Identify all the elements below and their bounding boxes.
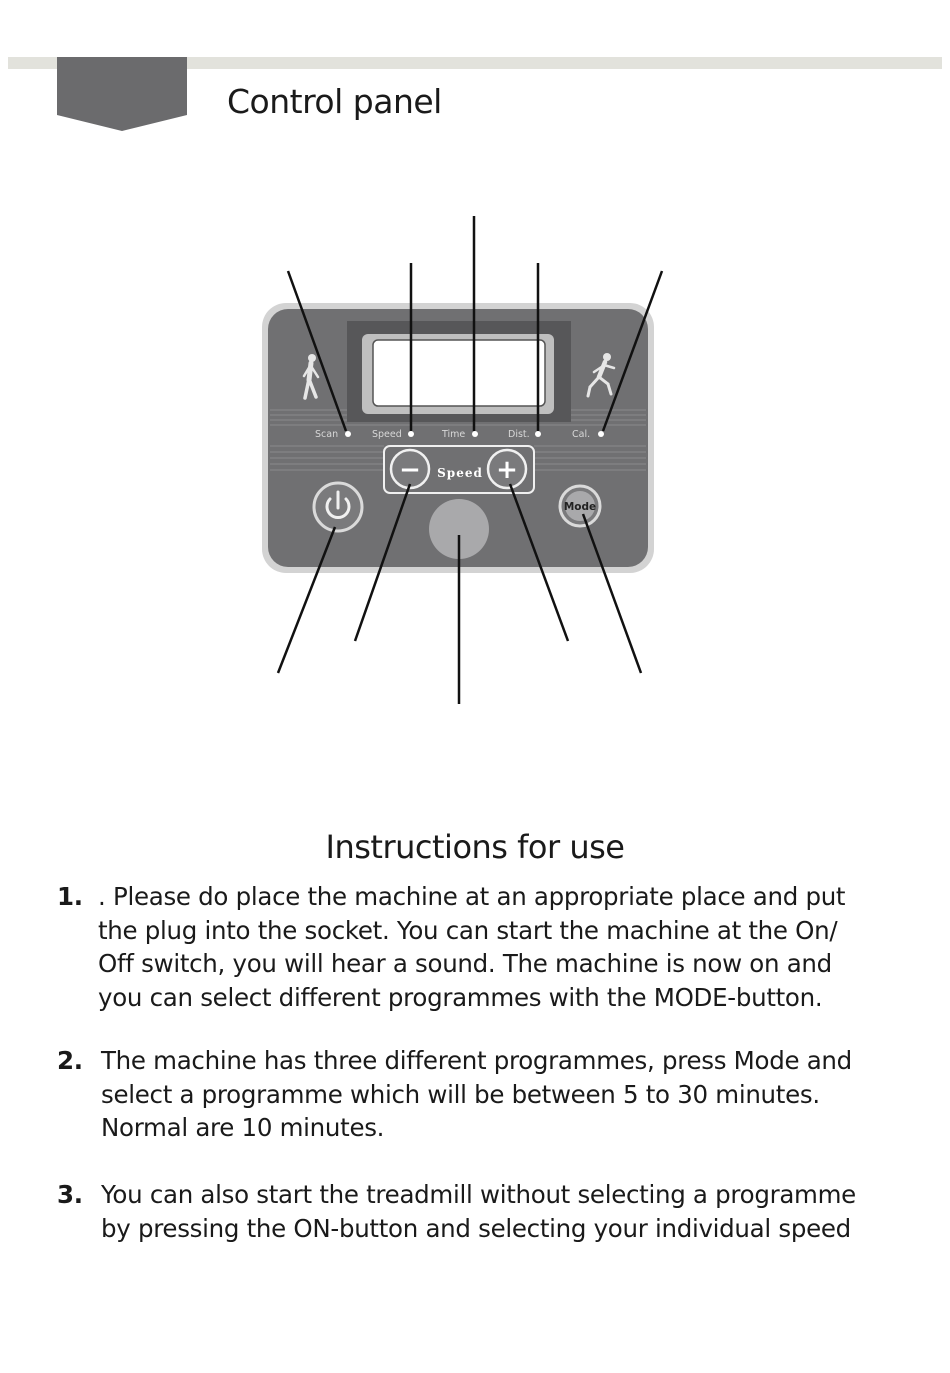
indicator-cal-led bbox=[598, 431, 604, 437]
instruction-step-1 bbox=[57, 880, 917, 1020]
instructions-title: Instructions for use bbox=[325, 828, 625, 866]
display-screen bbox=[373, 340, 545, 406]
speed-control-label: Speed bbox=[437, 466, 483, 480]
plus-icon: + bbox=[496, 455, 518, 485]
indicator-time-label: Time bbox=[442, 429, 466, 440]
step-text: . Please do place the machine at an appropriate place and put the plug into the socket. You can start the machine at the On/ Off switch, you will hear a sound. The machine is now on and you can select different programmes with the MODE-button. bbox=[98, 882, 846, 1012]
step-text: You can also start the treadmill without selecting a programme by pressing the ON-button and selecting your individual speed bbox=[101, 1180, 856, 1243]
step-text: The machine has three different programmes, press Mode and select a programme which will be between 5 to 30 minutes. Normal are 10 minutes. bbox=[101, 1046, 852, 1142]
indicator-dist-label: Dist. bbox=[508, 429, 530, 440]
indicator-dist-led bbox=[535, 431, 541, 437]
mode-button-label: Mode bbox=[563, 501, 597, 513]
indicator-speed-label: Speed bbox=[372, 429, 402, 440]
indicator-speed-led bbox=[408, 431, 414, 437]
indicator-time-led bbox=[472, 431, 478, 437]
instruction-step-3 bbox=[57, 1178, 927, 1253]
instruction-step-2 bbox=[57, 1044, 917, 1154]
step-number: 2. bbox=[57, 1046, 83, 1075]
indicator-scan-label: Scan bbox=[315, 429, 339, 440]
step-number: 1. bbox=[57, 882, 83, 911]
step-number: 3. bbox=[57, 1180, 83, 1209]
page-title: Control panel bbox=[227, 82, 442, 121]
minus-icon: − bbox=[399, 455, 421, 485]
indicator-scan-led bbox=[345, 431, 351, 437]
indicator-cal-label: Cal. bbox=[572, 429, 591, 440]
